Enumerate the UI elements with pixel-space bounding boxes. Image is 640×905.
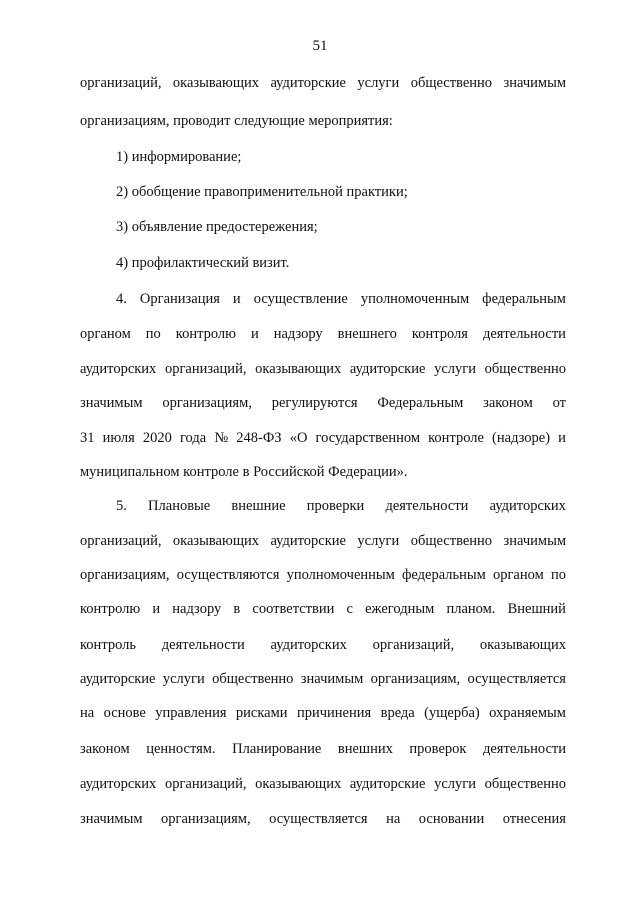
word: оказывающих — [479, 637, 566, 653]
word: организаций, — [372, 637, 455, 653]
word: осуществляются — [176, 567, 280, 583]
word: отнесения — [502, 811, 566, 827]
word: проверки — [306, 498, 365, 514]
word: «О — [289, 430, 308, 446]
word: на — [386, 811, 401, 827]
word: организациям, — [80, 567, 170, 583]
text-line — [80, 775, 566, 793]
text-line — [80, 360, 566, 378]
word: 31 — [80, 430, 95, 446]
word: законом — [80, 741, 130, 757]
word: 2020 — [142, 430, 172, 446]
word: аудиторские — [270, 75, 346, 91]
word: по — [550, 567, 566, 583]
word: ценностям. — [146, 741, 216, 757]
text-line — [80, 670, 566, 688]
word: и — [152, 601, 161, 617]
text-line — [80, 325, 566, 343]
word: деятельности — [482, 326, 566, 342]
text-line — [80, 532, 566, 550]
word: июля — [102, 430, 135, 446]
word: и — [232, 291, 241, 307]
word: общественно — [410, 533, 493, 549]
word: Планирование — [232, 741, 322, 757]
word: Внешний — [507, 601, 566, 617]
word: аудиторские — [270, 533, 346, 549]
word: охраняемым — [489, 705, 566, 721]
word: контролю — [175, 326, 236, 342]
word: основании — [418, 811, 485, 827]
word: Федеральным — [377, 395, 464, 411]
text-line — [116, 290, 566, 308]
word: и — [558, 430, 566, 446]
word: органом — [492, 567, 544, 583]
text-line — [80, 394, 566, 412]
word: внешнего — [337, 326, 397, 342]
word: общественно — [212, 671, 294, 687]
word: уполномоченным — [286, 567, 395, 583]
text-line — [80, 636, 566, 654]
word: осуществляется — [269, 811, 368, 827]
word: контроль — [80, 637, 136, 653]
word: значимым — [503, 533, 566, 549]
page-number: 51 — [312, 38, 328, 54]
word: 248-ФЗ — [236, 430, 282, 446]
word: федеральным — [482, 291, 566, 307]
word: внешних — [337, 741, 393, 757]
word: аудиторских — [80, 361, 157, 377]
word: от — [552, 395, 566, 411]
word: оказывающих — [255, 776, 342, 792]
word: осуществление — [253, 291, 348, 307]
word: 5. — [116, 498, 127, 514]
word: в — [233, 601, 241, 617]
word: аудиторские — [349, 776, 426, 792]
word: контролю — [80, 601, 141, 617]
text-line — [80, 566, 566, 584]
word: уполномоченным — [360, 291, 470, 307]
text-line: 3) объявление предостережения; — [116, 219, 318, 235]
word: оказывающих — [255, 361, 342, 377]
text-line — [116, 497, 566, 515]
word: аудиторские — [80, 671, 156, 687]
word: услуги — [434, 776, 476, 792]
text-line: 2) обобщение правоприменительной практики; — [116, 184, 408, 200]
word: соответствии — [252, 601, 335, 617]
word: внешние — [231, 498, 286, 514]
word: аудиторские — [349, 361, 426, 377]
word: осуществляется — [467, 671, 566, 687]
word: по — [145, 326, 161, 342]
word: значимым — [80, 395, 143, 411]
word: года — [179, 430, 207, 446]
word: федеральным — [402, 567, 486, 583]
word: организаций, — [164, 776, 247, 792]
word: основе — [103, 705, 146, 721]
word: организациям, — [162, 395, 252, 411]
word: контроля — [411, 326, 468, 342]
word: организаций, — [164, 361, 247, 377]
word: и — [250, 326, 259, 342]
text-line — [80, 704, 566, 722]
word: услуги — [434, 361, 476, 377]
word: общественно — [484, 361, 566, 377]
word: услуги — [357, 75, 400, 91]
word: надзору — [172, 601, 222, 617]
word: общественно — [484, 776, 566, 792]
word: ежегодным — [365, 601, 435, 617]
word: регулируются — [271, 395, 358, 411]
word: контроле — [428, 430, 484, 446]
word: общественно — [410, 75, 493, 91]
word: проверок — [409, 741, 467, 757]
word: управления — [155, 705, 227, 721]
word: аудиторских — [270, 637, 347, 653]
word: организаций, — [80, 75, 162, 91]
word: на — [80, 705, 95, 721]
word: деятельности — [161, 637, 245, 653]
text-line: 1) информирование; — [116, 149, 242, 165]
word: планом. — [446, 601, 496, 617]
word: органом — [80, 326, 131, 342]
word: организаций, — [80, 533, 162, 549]
word: деятельности — [482, 741, 566, 757]
word: вреда — [380, 705, 415, 721]
word: аудиторских — [489, 498, 566, 514]
text-line — [80, 740, 566, 758]
word: (ущерба) — [424, 705, 480, 721]
word: услуги — [357, 533, 400, 549]
word: рисками — [235, 705, 288, 721]
word: (надзоре) — [492, 430, 551, 446]
word: государственном — [315, 430, 421, 446]
word: № — [214, 430, 229, 446]
word: Плановые — [148, 498, 211, 514]
word: значимым — [503, 75, 566, 91]
word: значимым — [300, 671, 364, 687]
word: причинения — [296, 705, 372, 721]
word: законом — [483, 395, 533, 411]
text-line — [80, 600, 566, 618]
text-line — [80, 74, 566, 92]
word: надзору — [273, 326, 323, 342]
text-line — [80, 810, 566, 828]
word: услуги — [162, 671, 205, 687]
text-line: организациям, проводит следующие мероприятия: — [80, 113, 393, 129]
text-line: муниципальном контроле в Российской Федерации». — [80, 464, 408, 480]
word: оказывающих — [172, 75, 260, 91]
text-line — [80, 429, 566, 447]
word: Организация — [139, 291, 220, 307]
word: значимым — [80, 811, 143, 827]
word: 4. — [116, 291, 127, 307]
word: деятельности — [385, 498, 469, 514]
word: оказывающих — [172, 533, 260, 549]
text-line: 4) профилактический визит. — [116, 255, 290, 271]
word: аудиторских — [80, 776, 157, 792]
word: организациям, — [161, 811, 251, 827]
word: организациям, — [370, 671, 461, 687]
word: с — [346, 601, 353, 617]
